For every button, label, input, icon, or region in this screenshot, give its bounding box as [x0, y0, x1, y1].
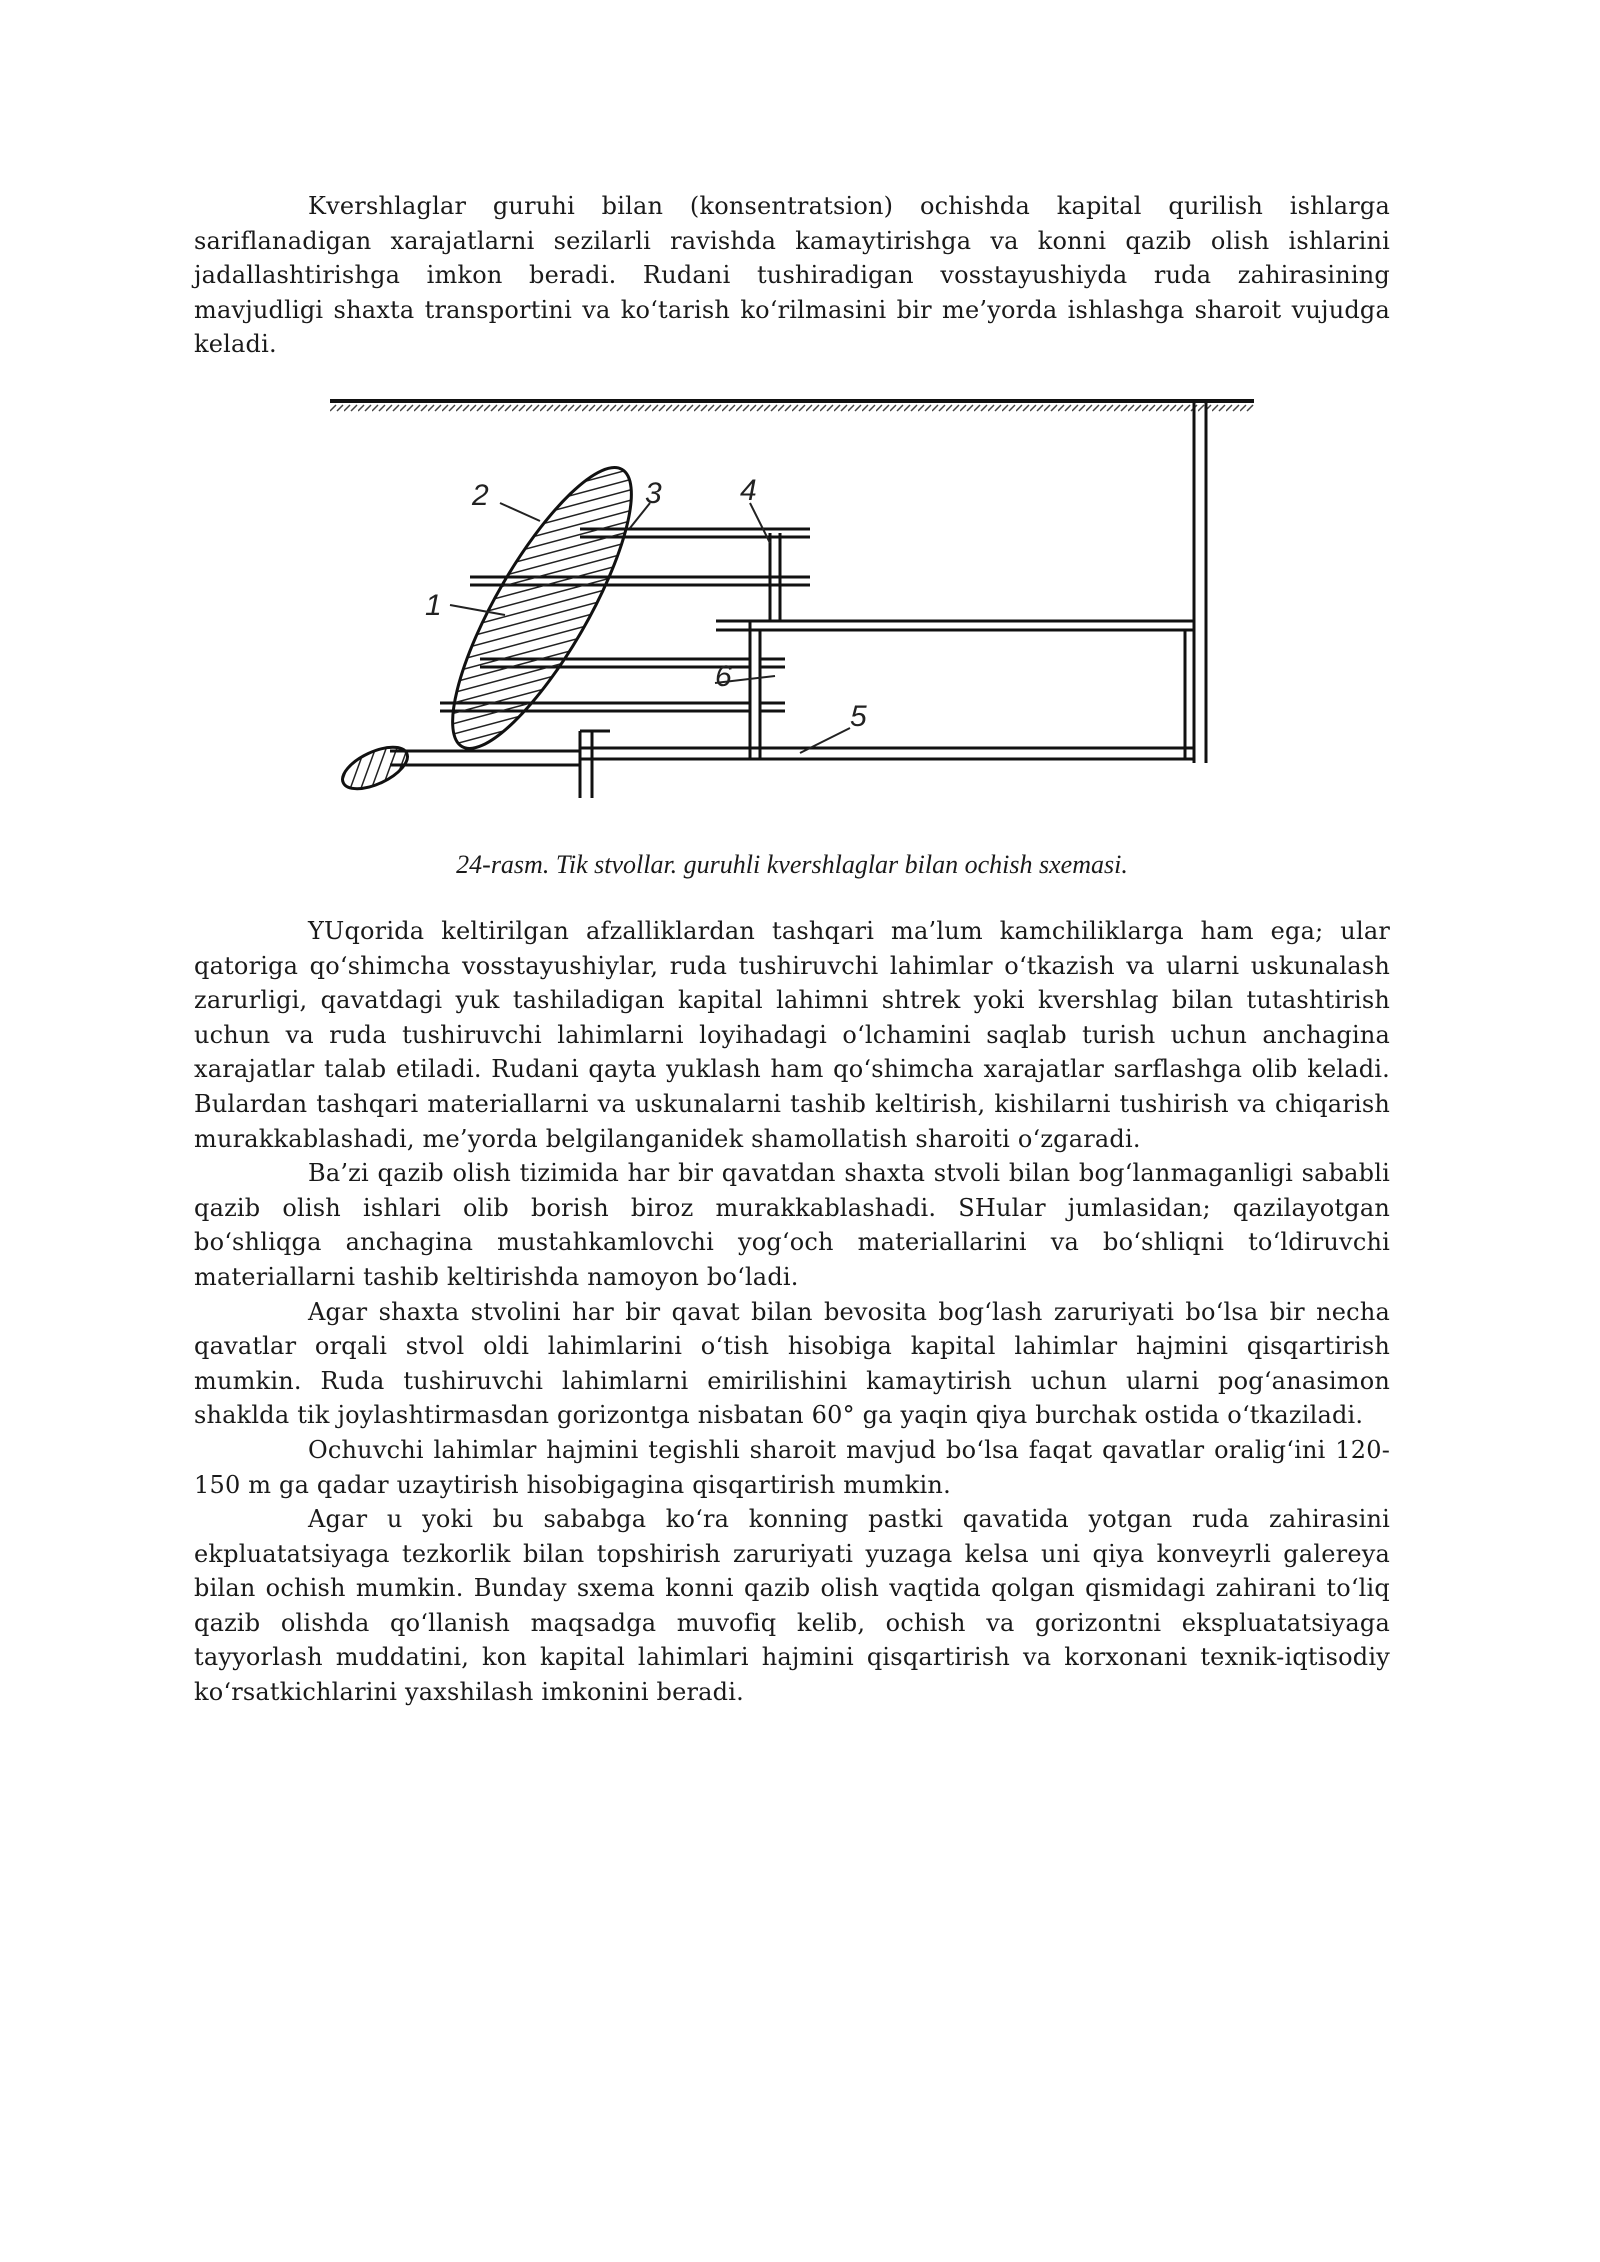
paragraph: Kvershlaglar guruhi bilan (konsentratsion) ochishda kapital qurilish ishlarga sariflanadigan xarajatlarni sezilarli ravishda kamaytirishga va konni qazib olish ishlarini jadallashtirishga imkon beradi. Rudani tushiradigan vosstayushiyda ruda zahirasining mavjudligi shaxta transportini va ko‘tarish ko‘rilmasini bir me’yorda ishlashga sharoit vujudga keladi. — [194, 192, 1390, 359]
figure-label-3: 3 — [645, 477, 662, 510]
figure-mining-scheme — [330, 393, 1260, 813]
paragraph: Ochuvchi lahimlar hajmini tegishli sharoit mavjud bo‘lsa faqat qavatlar oralig‘ini 120-150 m ga qadar uzaytirish hisobigagina qisqartirish mumkin. — [194, 1435, 1390, 1499]
paragraph: YUqorida keltirilgan afzalliklardan tashqari ma’lum kamchiliklarga ham ega; ular qatoriga qo‘shimcha vosstayushiylar, ruda tushiruvchi lahimlar o‘tkazish va ularni uskunalash zarurligi, qavatdagi yuk tashiladigan kapital lahimni shtrek yoki kvershlag bilan tutashtirish uchun va ruda tushiruvchi lahimlarni loyihadagi o‘lchamini saqlab turish uchun anchagina xarajatlar talab etiladi. Rudani qayta yuklash ham qo‘shimcha xarajatlar sarflashga olib keladi. Bulardan tashqari materiallarni va uskunalarni tashib keltirish, kishilarni tushirish va chiqarish murakkablashadi, me’yorda belgilanganidek shamollatish sharoiti o‘zgaradi. — [194, 917, 1390, 1153]
figure-label-6: 6 — [715, 660, 732, 693]
figure-label-4: 4 — [740, 474, 757, 507]
ore-body — [422, 446, 662, 769]
top-text — [194, 189, 1390, 362]
mining-scheme-drawing — [330, 393, 1260, 813]
paragraph: Agar u yoki bu sababga ko‘ra konning pastki qavatida yotgan ruda zahirasini ekpluatatsiyaga tezkorlik bilan topshirish zaruriyati yuzaga kelsa uni qiya konveyrli galereya bilan ochish mumkin. Bunday sxema konni qazib olish vaqtida qolgan qismidagi zahirani to‘liq qazib olishda qo‘llanish maqsadga muvofiq kelib, ochish va gorizontni ekspluatatsiyaga tayyorlash muddatini, kon kapital lahimlari hajmini qisqartirish va korxonani texnik-iqtisodiy ko‘rsatkichlarini yaxshilash imkonini beradi. — [194, 1505, 1390, 1707]
paragraph: Agar shaxta stvolini har bir qavat bilan bevosita bog‘lash zaruriyati bo‘lsa bir necha qavatlar orqali stvol oldi lahimlarini o‘tish hisobiga kapital lahimlar hajmini qisqartirish mumkin. Ruda tushiruvchi lahimlarni emirilishini kamaytirish uchun ularni pog‘anasimon shaklda tik joylashtirmasdan gorizontga nisbatan 60° ga yaqin qiya burchak ostida o‘tkaziladi. — [194, 1297, 1390, 1430]
ground-surface — [330, 401, 1254, 412]
figure-caption: 24-rasm. Tik stvollar. guruhli kvershlaglar bilan ochish sxemasi. — [456, 850, 1128, 879]
upper-level-drift — [716, 621, 1194, 759]
main-haulage-drift — [580, 748, 1194, 759]
vertical-shaft — [1194, 401, 1206, 763]
bottom-text — [194, 914, 1390, 1710]
figure-label-1: 1 — [425, 589, 442, 622]
figure-label-2: 2 — [472, 479, 489, 512]
paragraph: Ba’zi qazib olish tizimida har bir qavatdan shaxta stvoli bilan bog‘lanmaganligi sababli qazib olish ishlari olib borish biroz murakkablashadi. SHular jumlasidan; qazilayotgan bo‘shliqga anchagina mustahkamlovchi yog‘och materiallarini va bo‘shliqni to‘ldiruvchi materiallarni tashib keltirishda namoyon bo‘ladi. — [194, 1159, 1390, 1291]
figure-label-5: 5 — [850, 700, 867, 733]
